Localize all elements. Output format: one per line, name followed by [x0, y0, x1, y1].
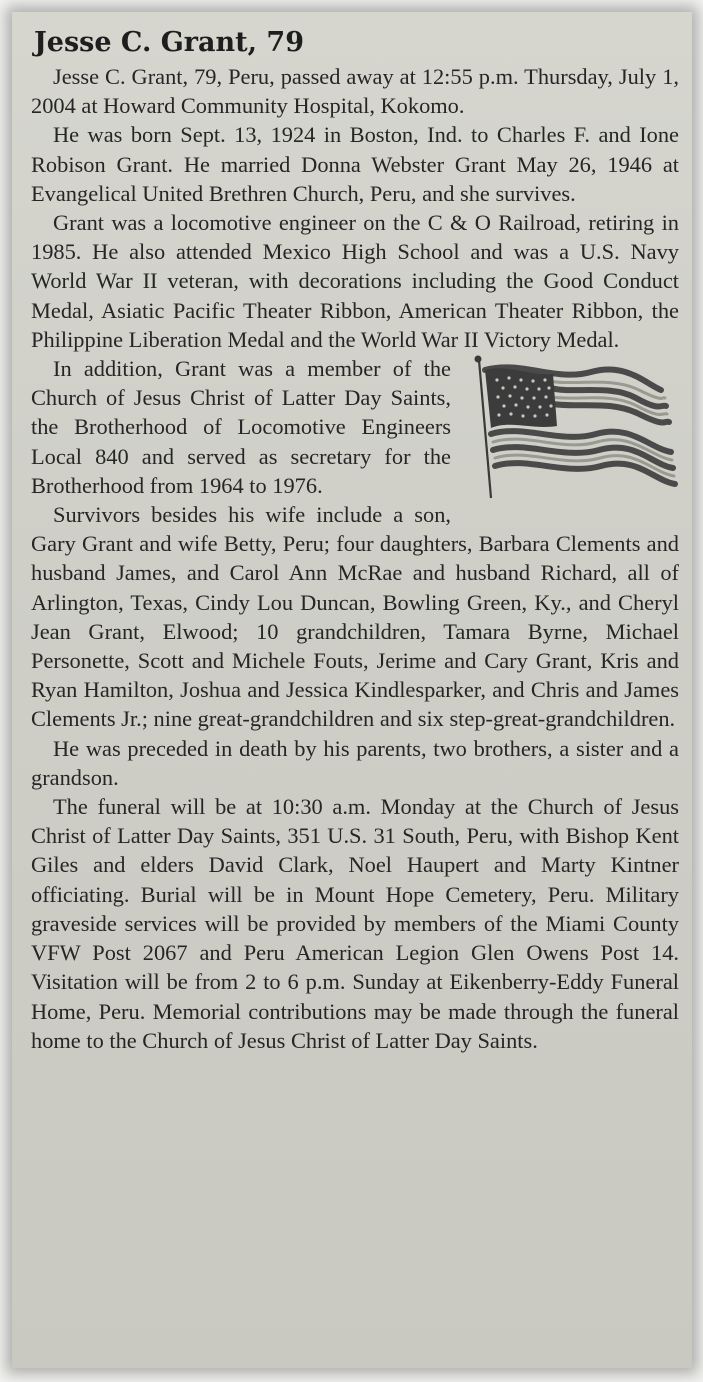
newspaper-clipping — [12, 12, 692, 1368]
obituary-headline: Jesse C. Grant, 79 — [34, 27, 304, 58]
paragraph-memberships — [31, 354, 679, 500]
paragraph-preceded: He was preceded in death by his parents, two brothers, a sister and a grandson. — [31, 735, 679, 790]
paragraph-career-service: Grant was a locomotive engineer on the C & O Railroad, retiring in 1985. He also attended Mexico High School and was a U.S. Navy World War II veteran, with decorations including the Good Conduct Medal, Asiatic Pacific Theater Ribbon, American Theater Ribbon, the Philippine Liberation Medal and the World War II Victory Medal. — [31, 210, 679, 352]
obituary-body — [31, 62, 679, 1055]
paragraph-survivors: Survivors besides his wife include a son, Gary Grant and wife Betty, Peru; four daughters, Barbara Clements and husband James, and Carol Ann McRae and husband Richard, all of Arlington, Texas, Cindy Lou Duncan, Bowling Green, Ky., and Cheryl Jean Grant, Elwood; 10 grandchildren, Tamara Byrne, Michael Personette, Scott and Michele Fouts, Jerime and Cary Grant, Kris and Ryan Hamilton, Joshua and Jessica Kindlesparker, and Chris and James Clements Jr.; nine great-grandchildren and six step-great-grandchildren. — [31, 502, 679, 732]
paragraph-death-notice: Jesse C. Grant, 79, Peru, passed away at 12:55 p.m. Thursday, July 1, 2004 at Howard Community Hospital, Kokomo. — [31, 64, 679, 119]
paragraph-birth-marriage: He was born Sept. 13, 1924 in Boston, Ind. to Charles F. and Ione Robison Grant. He married Donna Webster Grant May 26, 1946 at Evangelical United Brethren Church, Peru, and she survives. — [31, 122, 679, 206]
american-flag-icon — [461, 354, 679, 500]
memberships-text: In addition, Grant was a member of the Church of Jesus Christ of Latter Day Saints, the Brotherhood of Locomotive Engineers Local 840 and served as secretary for the Brotherhood from 1964 to 1976. — [31, 356, 451, 498]
paragraph-funeral: The funeral will be at 10:30 a.m. Monday at the Church of Jesus Christ of Latter Day Saints, 351 U.S. 31 South, Peru, with Bishop Kent Giles and elders David Clark, Noel Haupert and Marty Kintner officiating. Burial will be in Mount Hope Cemetery, Peru. Military graveside services will be provided by members of the Miami County VFW Post 2067 and Peru American Legion Glen Owens Post 14. Visitation will be from 2 to 6 p.m. Sunday at Eikenberry-Eddy Funeral Home, Peru. Memorial contributions may be made through the funeral home to the Church of Jesus Christ of Latter Day Saints. — [31, 794, 679, 1053]
